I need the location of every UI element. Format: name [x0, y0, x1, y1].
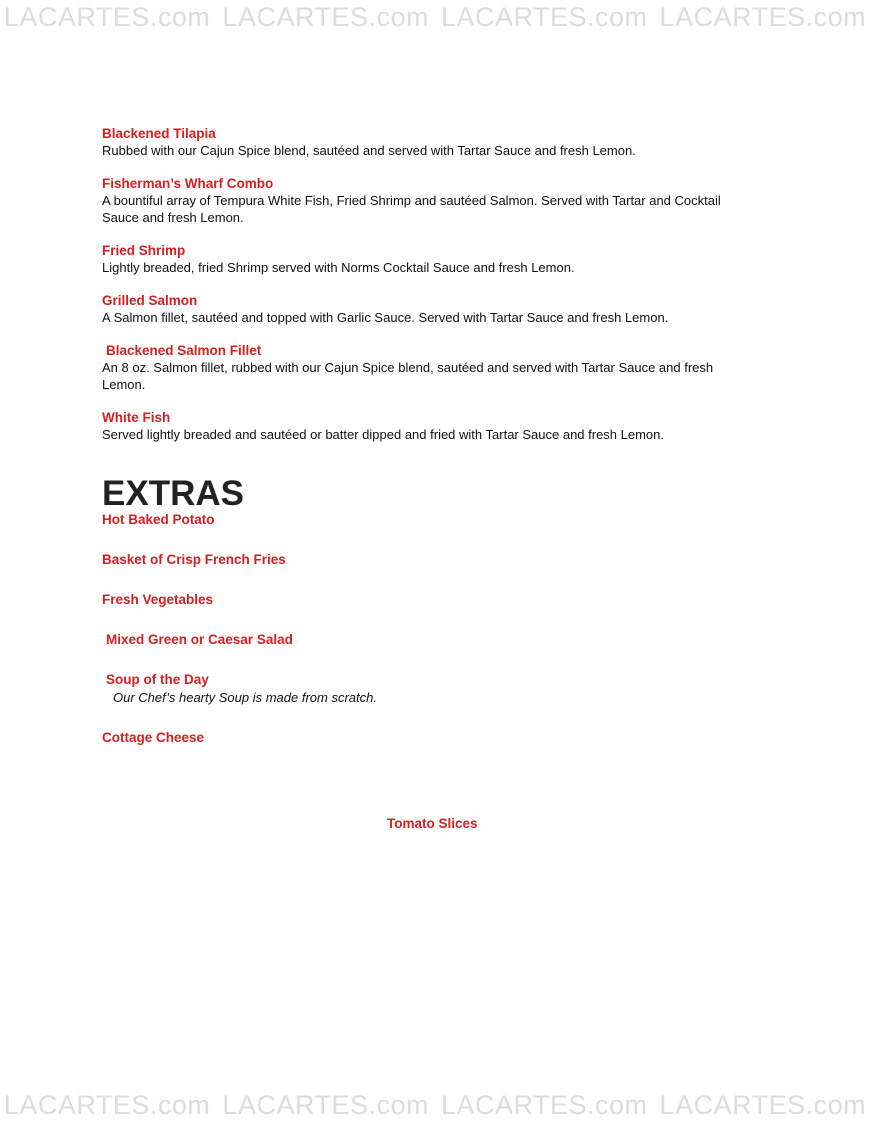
menu-item	[102, 126, 752, 159]
item-description: A bountiful array of Tempura White Fish, Fried Shrimp and sautéed Salmon. Served with Tartar and Cocktail Sauce and fresh Lemon.	[102, 193, 721, 225]
watermark-top: LACARTES.com LACARTES.com LACARTES.com LACARTES.com	[3, 2, 867, 32]
menu-item	[102, 176, 752, 226]
item-description: Rubbed with our Cajun Spice blend, sautéed and served with Tartar Sauce and fresh Lemon.	[102, 143, 636, 158]
item-name: Fresh Vegetables	[102, 592, 214, 607]
item-description: An 8 oz. Salmon fillet, rubbed with our Cajun Spice blend, sautéed and served with Tartar Sauce and fresh Lemon.	[102, 360, 714, 392]
item-name: Soup of the Day	[106, 672, 209, 687]
item-name: Basket of Crisp French Fries	[102, 552, 286, 567]
menu-item	[102, 293, 752, 326]
extras-item	[102, 632, 752, 648]
item-name: White Fish	[102, 410, 171, 425]
item-description: Served lightly breaded and sautéed or batter dipped and fried with Tartar Sauce and fresh Lemon.	[102, 427, 665, 442]
item-name: Cottage Cheese	[102, 730, 205, 745]
watermark-bottom: LACARTES.com LACARTES.com LACARTES.com LACARTES.com	[3, 1090, 867, 1120]
extras-item	[102, 672, 752, 706]
menu-item	[102, 243, 752, 276]
extras-item	[102, 730, 752, 746]
section-title-extras: EXTRAS	[102, 474, 244, 513]
item-name: Fisherman’s Wharf Combo	[102, 176, 274, 191]
extras-item	[102, 592, 752, 608]
item-name: Grilled Salmon	[102, 293, 198, 308]
menu-item	[102, 343, 752, 393]
menu-item	[102, 410, 752, 443]
item-name: Mixed Green or Caesar Salad	[106, 632, 293, 647]
item-name: Hot Baked Potato	[102, 512, 215, 527]
extras-list	[102, 512, 752, 746]
item-description: A Salmon fillet, sautéed and topped with Garlic Sauce. Served with Tartar Sauce and fresh Lemon.	[102, 310, 669, 325]
extras-item	[102, 512, 752, 528]
item-note: Our Chef’s hearty Soup is made from scratch.	[113, 690, 377, 705]
menu-content	[102, 126, 752, 770]
item-name: Blackened Tilapia	[102, 126, 216, 141]
extras-item	[102, 552, 752, 568]
item-description: Lightly breaded, fried Shrimp served with Norms Cocktail Sauce and fresh Lemon.	[102, 260, 575, 275]
item-name: Blackened Salmon Fillet	[106, 343, 262, 358]
item-name: Fried Shrimp	[102, 243, 186, 258]
extras-item-tomato-slices: Tomato Slices	[387, 816, 478, 831]
